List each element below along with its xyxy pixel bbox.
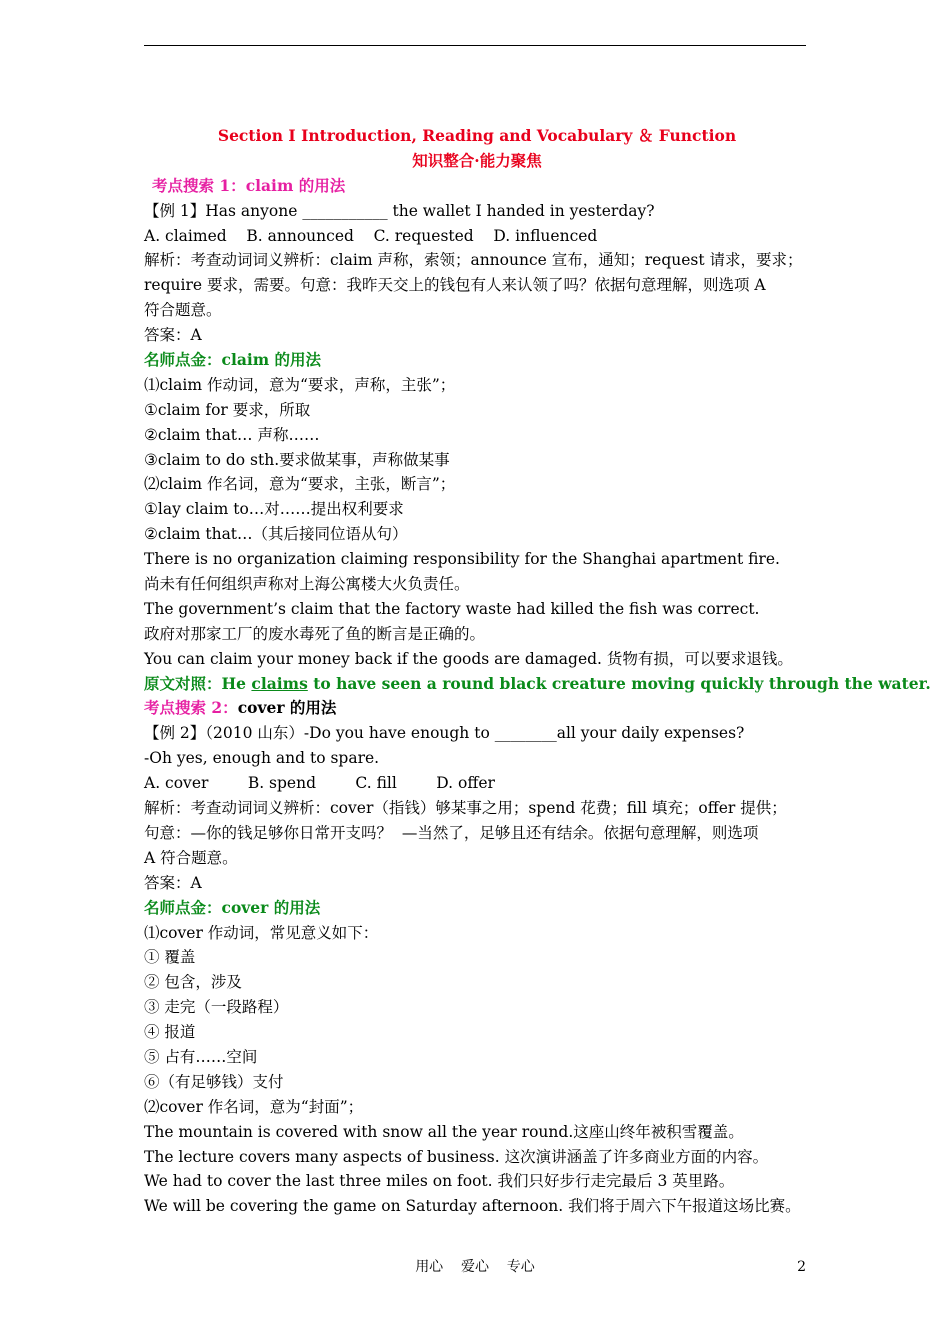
tip2-line: ⑥（有足够钱）支付 [144,1072,284,1091]
header-rule [144,45,806,46]
tip2-line: ⑤ 占有……空间 [144,1047,258,1066]
example2-analysis-line: 句意：—你的钱足够你日常开支吗？ —当然了，足够且还有结余。依据句意理解，则选项 [144,823,759,842]
tip1-line: ①claim for 要求，所取 [144,400,311,419]
example1-answer: 答案：A [144,326,202,345]
original-text-line [144,672,931,697]
tip2-line: The mountain is covered with snow all the year round.这座山终年被积雪覆盖。 [144,1122,744,1141]
document-body [144,124,931,1219]
tip1-line: You can claim your money back if the goods are damaged. 货物有损，可以要求退钱。 [144,649,793,668]
tip1-line: 尚未有任何组织声称对上海公寓楼大火负责任。 [144,575,470,594]
example2-analysis-line: A 符合题意。 [144,848,238,867]
example2-answer: 答案：A [144,873,202,892]
tip2-line: ① 覆盖 [144,948,196,967]
original-pre: He [221,673,252,693]
example1-options: A. claimed B. announced C. requested D. influenced [144,226,598,245]
example1-question: 【例 1】Has anyone ___________ the wallet I handed in yesterday? [144,201,655,220]
example1-analysis-line: 解析：考查动词词义辨析：claim 声称，索领；announce 宣布，通知；request 请求，要求； [144,251,803,270]
example1-analysis-line: 符合题意。 [144,301,222,320]
original-post: to have seen a round black creature moving quickly through the water. [307,673,931,693]
example1-analysis-line: require 要求，需要。句意：我昨天交上的钱包有人来认领了吗？依据句意理解，则选项 A [144,276,766,295]
page-footer [0,1256,950,1278]
example2-analysis-line: 解析：考查动词词义辨析：cover（指钱）够某事之用；spend 花费；fill 填充；offer 提供； [144,799,787,818]
section-subtitle: 知识整合·能力聚焦 [412,150,542,170]
example2-options: A. cover B. spend C. fill D. offer [144,774,495,793]
point2-heading-topic: cover 的用法 [237,698,337,718]
tip1-line: 政府对那家工厂的废水毒死了鱼的断言是正确的。 [144,624,486,643]
tip1-line: ⑵claim 作名词，意为“要求，主张，断言”； [144,475,456,494]
tip1-line: ①lay claim to…对……提出权利要求 [144,500,404,519]
example2-question: 【例 2】（2010 山东）-Do you have enough to ________all your daily expenses? [144,724,745,743]
footer-motto: 用心 爱心 专心 [415,1259,535,1275]
tip2-line: ⑵cover 作名词，意为“封面”； [144,1097,364,1116]
point1-heading-label: 考点搜索 1： [152,175,246,195]
tip2-line: ② 包含，涉及 [144,973,242,992]
page-number: 2 [797,1259,806,1275]
example2-reply: -Oh yes, enough and to spare. [144,749,380,768]
tip1-heading: 名师点金：claim 的用法 [144,350,322,370]
tip2-line: ④ 报道 [144,1023,196,1042]
tip1-line: ②claim that…（其后接同位语从句） [144,525,408,544]
point1-heading [144,174,810,199]
point2-heading [144,696,810,721]
original-key: claims [251,673,308,693]
tip1-line: ⑴claim 作动词，意为“要求，声称，主张”； [144,375,456,394]
tip1-line: ②claim that… 声称…… [144,425,320,444]
tip2-line: ③ 走完（一段路程） [144,998,289,1017]
original-label: 原文对照： [144,673,222,693]
tip1-line: There is no organization claiming responsibility for the Shanghai apartment fire. [144,550,780,569]
tip2-line: We will be covering the game on Saturday afternoon. 我们将于周六下午报道这场比赛。 [144,1197,801,1216]
tip2-heading: 名师点金：cover 的用法 [144,897,321,917]
tip2-line: We had to cover the last three miles on foot. 我们只好步行走完最后 3 英里路。 [144,1172,735,1191]
point2-heading-label: 考点搜索 2： [144,698,238,718]
tip2-line: The lecture covers many aspects of business. 这次演讲涵盖了许多商业方面的内容。 [144,1147,769,1166]
tip1-line: The government’s claim that the factory waste had killed the fish was correct. [144,599,760,618]
section-title: Section Ⅰ Introduction, Reading and Vocabulary ＆ Function [217,126,737,145]
tip1-line: ③claim to do sth.要求做某事，声称做某事 [144,450,450,469]
point1-heading-topic: claim 的用法 [245,175,346,195]
tip2-line: ⑴cover 作动词，常见意义如下： [144,923,379,942]
